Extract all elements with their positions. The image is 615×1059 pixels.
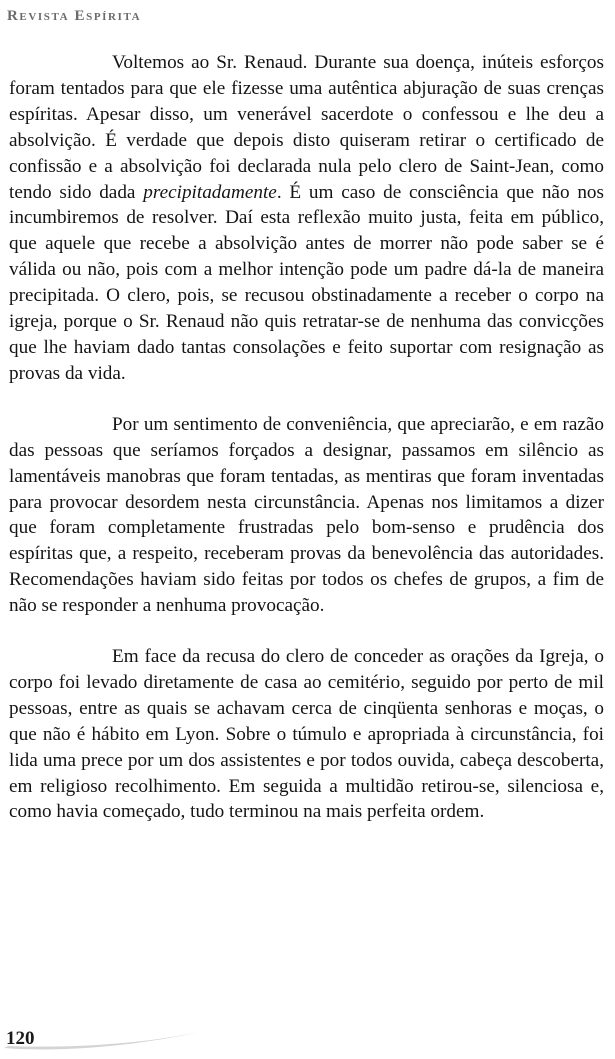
emphasis-word: precipitadamente	[143, 181, 277, 203]
paragraph-2: Por um sentimento de conveniência, que apreciarão, e em razão das pessoas que seríamos forçados a designar, passamos em silêncio as lamentáveis manobras que foram tentadas, as mentiras que foram inventadas para provocar desordem nesta circunstância. Apenas nos limitamos a dizer que foram completamente frustradas pelo bom-senso e prudência dos espíritas que, a respeito, receberam provas da benevolência das autoridades. Recomendações haviam sido feitas por todos os chefes de grupos, a fim de não se responder a nenhuma provocação.	[9, 413, 604, 617]
paragraph-1-part-a: Voltemos ao Sr. Renaud. Durante sua doença, inúteis esforços foram tentados para que ele fizesse uma autêntica abjuração de suas crenças espíritas. Apesar disso, um venerável sacerdote o confessou e lhe deu a absolvição. É verdade que depois disto quiseram retirar o certificado de confissão e a absolvição foi declarada nula pelo clero de Saint-Jean, como tendo sido dada	[9, 52, 604, 203]
body-text	[9, 50, 604, 825]
paragraph-1	[9, 50, 604, 387]
page-number: 120	[6, 1028, 35, 1049]
running-header: Revista Espírita	[7, 8, 142, 24]
paragraph-3: Em face da recusa do clero de conceder as orações da Igreja, o corpo foi levado diretamente de casa ao cemitério, seguido por perto de mil pessoas, entre as quais se achavam cerca de cinqüenta senhoras e moças, o que não é hábito em Lyon. Sobre o túmulo e apropriada à circunstância, foi lida uma prece por um dos assistentes e por todos ouvida, cabeça descoberta, em religioso recolhimento. Em seguida a multidão retirou-se, silenciosa e, como havia começado, tudo terminou na mais perfeita ordem.	[9, 646, 604, 823]
paragraph-1-part-b: . É um caso de consciência que não nos incumbiremos de resolver. Daí esta reflexão muito justa, feita em público, que aquele que recebe a absolvição antes de morrer não pode saber se é válida ou não, pois com a melhor intenção pode um padre dá-la de maneira precipitada. O clero, pois, se recusou obstinadamente a receber o corpo na igreja, porque o Sr. Renaud não quis retratar-se de nenhuma das convicções que lhe haviam dado tantas consolações e feito suportar com resignação as provas da vida.	[9, 181, 604, 384]
